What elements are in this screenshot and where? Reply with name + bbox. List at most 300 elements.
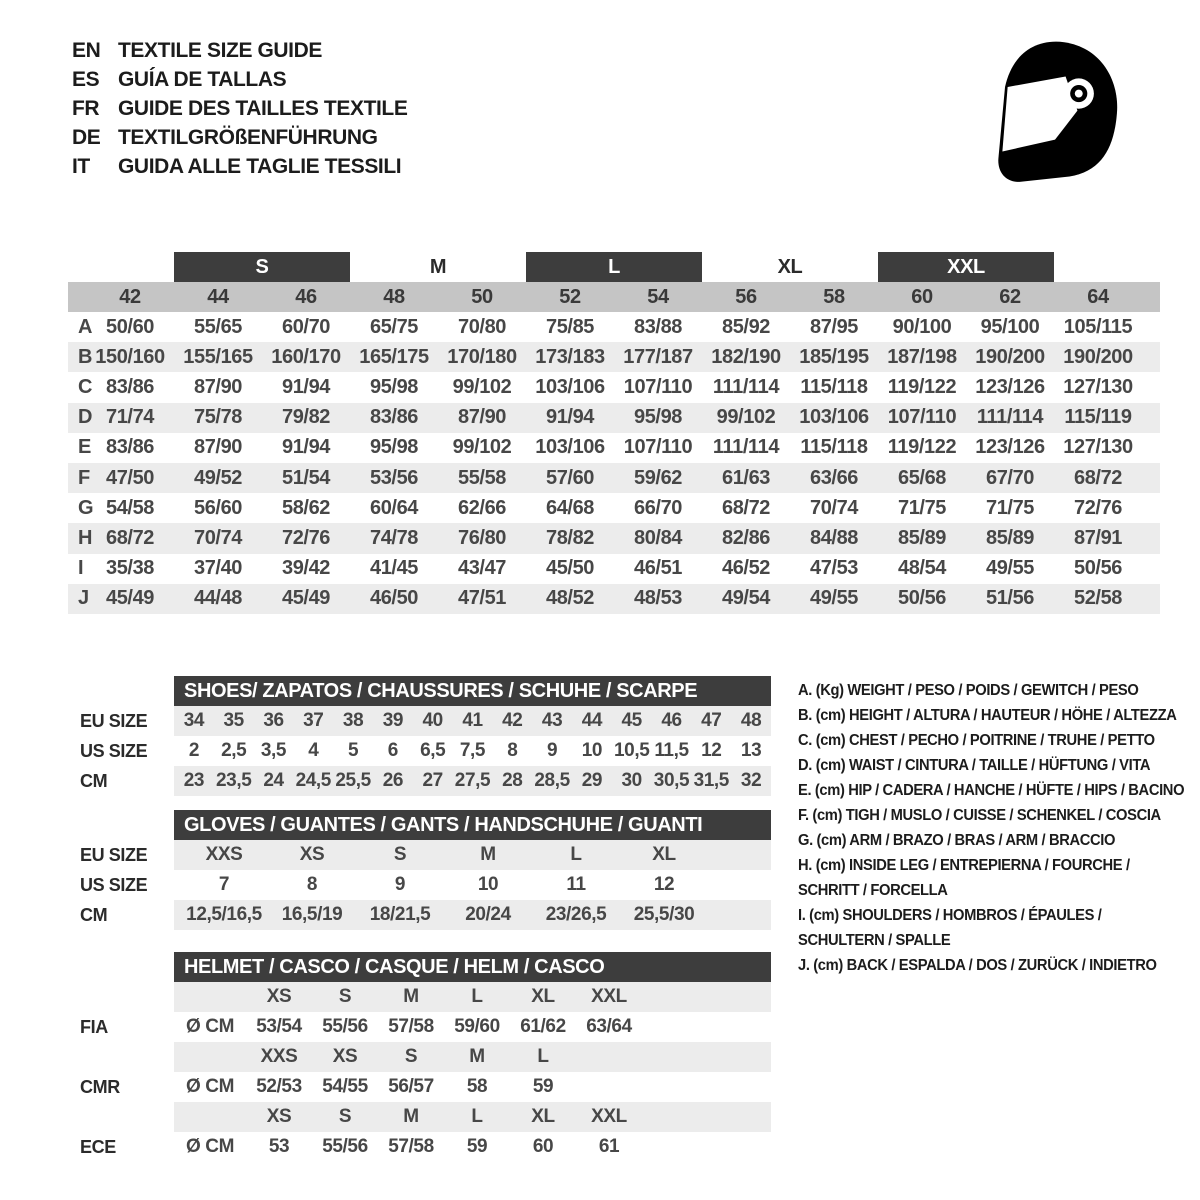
value-cell: 37 [303,710,324,731]
shoes-title-bar [174,676,771,706]
value-cell: 25,5 [335,770,371,791]
table-row [174,840,771,870]
value-cell: 20/24 [465,904,511,925]
size-cell: 57/60 [545,466,595,489]
size-cell: 160/170 [271,345,341,368]
size-cell: 170/180 [447,345,517,368]
size-cell: 127/130 [1063,375,1133,398]
value-cell: 6,5 [420,740,446,761]
helmet-size-row [174,1102,771,1132]
size-cell: 85/89 [897,526,947,549]
language-title: TEXTILE SIZE GUIDE [118,39,322,62]
size-cell: 37/40 [193,557,243,580]
size-row [68,312,1160,342]
size-cell: 49/52 [193,466,243,489]
size-cell: 70/74 [809,496,859,519]
helmet-size-label: XXS [260,1046,298,1067]
size-row [68,584,1160,614]
helmet-value-cell: 59 [532,1076,554,1097]
value-cell: M [480,844,496,865]
size-cell: 49/55 [809,587,859,610]
size-cell: 107/110 [887,406,957,429]
helmet-value-cell: 63/64 [586,1016,632,1037]
size-column-header: 42 [119,285,141,308]
size-cell: 78/82 [545,526,595,549]
helmet-value-cell: 53/54 [256,1016,302,1037]
size-row-letter: F [78,466,90,489]
size-cell: 45/49 [105,587,155,610]
gloves-title: GLOVES / GUANTES / GANTS / HANDSCHUHE / GUANTI [184,813,703,836]
size-column-header: 48 [383,285,405,308]
size-cell: 123/126 [975,375,1045,398]
helmet-value-row [174,1012,771,1042]
helmet-size-label: M [403,1106,419,1127]
legend-line: J. (cm) BACK / ESPALDA / DOS / ZURÜCK / INDIETRO [798,957,1157,974]
size-cell: 99/102 [452,375,512,398]
size-cell: 99/102 [716,406,776,429]
gloves-title-bar [174,810,771,840]
value-cell: 38 [342,710,364,731]
helmet-size-label: L [537,1046,549,1067]
size-cell: 58/62 [281,496,331,519]
size-cell: 55/58 [457,466,507,489]
table-row [174,736,771,766]
language-row [72,94,407,123]
value-cell: 18/21,5 [369,904,431,925]
size-cell: 35/38 [105,557,155,580]
legend-line: F. (cm) TIGH / MUSLO / CUISSE / SCHENKEL / COSCIA [798,807,1161,824]
size-cell: 103/106 [535,436,605,459]
value-cell: 24,5 [295,770,331,791]
value-cell: L [570,844,582,865]
size-cell: 55/65 [193,315,243,338]
legend-line: C. (cm) CHEST / PECHO / POITRINE / TRUHE / PETTO [798,732,1155,749]
size-cell: 123/126 [975,436,1045,459]
value-cell: 40 [422,710,443,731]
helmet-size-label: M [403,986,419,1007]
value-cell: 2 [188,740,199,761]
size-cell: 91/94 [281,436,331,459]
value-cell: 9 [394,874,406,895]
legend-line: E. (cm) HIP / CADERA / HANCHE / HÜFTE / HIPS / BACINO [798,782,1185,799]
size-cell: 185/195 [799,345,869,368]
helmet-size-label: S [404,1046,418,1067]
value-cell: 39 [382,710,404,731]
size-cell: 41/45 [369,557,419,580]
size-cell: 155/165 [183,345,253,368]
size-cell: 91/94 [281,375,331,398]
value-cell: 16,5/19 [281,904,343,925]
value-cell: 30,5 [653,770,690,791]
size-cell: 103/106 [535,375,605,398]
size-cell: 115/119 [1064,406,1132,429]
size-cell: 64/68 [545,496,595,519]
size-cell: 47/50 [105,466,155,489]
size-cell: 83/86 [105,375,155,398]
value-cell: 8 [507,740,518,761]
helmet-value-cell: 59 [466,1136,488,1157]
legend-line: SCHRITT / FORCELLA [798,882,948,899]
language-title: GUÍA DE TALLAS [118,68,287,91]
size-row [68,554,1160,584]
value-cell: 8 [306,874,318,895]
value-cell: 36 [263,710,284,731]
size-row [68,403,1160,433]
language-code: FR [72,97,100,120]
value-cell: 24 [263,770,284,791]
shoes-title: SHOES/ ZAPATOS / CHAUSSURES / SCHUHE / SCARPE [184,679,698,702]
size-group-label: XXL [878,252,1054,282]
helmet-size-label: XL [531,986,555,1007]
value-cell: 26 [382,770,404,791]
helmet-size-label: XS [332,1046,358,1067]
size-column-header: 44 [207,285,229,308]
size-cell: 45/49 [281,587,331,610]
size-cell: 51/54 [281,466,331,489]
helmet-size-label: S [338,986,352,1007]
size-cell: 44/48 [193,587,243,610]
language-code: ES [72,68,100,91]
size-column-header: 50 [471,285,493,308]
size-cell: 95/98 [633,406,683,429]
size-group-header [68,252,1160,282]
size-column-header: 46 [295,285,317,308]
helmet-size-row [174,982,771,1012]
size-cell: 47/53 [809,557,859,580]
helmet-size-label: XL [531,1106,555,1127]
legend-line: I. (cm) SHOULDERS / HOMBROS / ÉPAULES / [798,907,1102,924]
size-cell: 190/200 [975,345,1045,368]
size-row-letter: I [78,557,84,580]
value-cell: 29 [581,770,603,791]
value-cell: 7,5 [459,740,486,761]
size-cell: 65/75 [369,315,419,338]
row-label: US SIZE [80,740,148,761]
size-cell: 71/74 [105,406,155,429]
size-cell: 95/98 [369,436,419,459]
value-cell: 27 [422,770,443,791]
size-row [68,372,1160,402]
size-cell: 91/94 [545,406,595,429]
value-cell: 23/26,5 [545,904,607,925]
size-cell: 95/98 [369,375,419,398]
language-title: GUIDA ALLE TAGLIE TESSILI [118,155,402,178]
value-cell: 43 [541,710,563,731]
size-cell: 150/160 [95,345,165,368]
helmet-value-cell: 52/53 [256,1076,302,1097]
size-row [68,433,1160,463]
diameter-unit-label: Ø CM [186,1016,235,1037]
value-cell: 28,5 [534,770,570,791]
value-cell: S [393,844,407,865]
helmet-size-label: L [471,1106,483,1127]
measurement-legend [798,678,1188,978]
language-code: DE [72,126,101,149]
value-cell: 12,5/16,5 [186,904,262,925]
value-cell: 12 [701,740,722,761]
size-cell: 182/190 [711,345,781,368]
size-column-header: 64 [1087,285,1109,308]
value-cell: 48 [740,710,762,731]
racing-helmet-icon [980,26,1138,198]
helmet-value-row [174,1132,771,1162]
size-row-letter: G [78,496,94,519]
helmet-value-cell: 60 [532,1136,554,1157]
size-cell: 177/187 [623,345,693,368]
row-label: CM [80,904,108,925]
size-cell: 173/183 [535,345,605,368]
size-cell: 59/62 [633,466,683,489]
size-row-letter: B [78,345,93,368]
size-column-header: 56 [735,285,757,308]
value-cell: 42 [502,710,523,731]
helmet-size-label: S [338,1106,352,1127]
size-cell: 70/74 [193,526,243,549]
language-row [72,36,407,65]
size-cell: 60/64 [369,496,419,519]
value-cell: XL [652,844,676,865]
legend-line: D. (cm) WAIST / CINTURA / TAILLE / HÜFTUNG / VITA [798,757,1151,774]
value-cell: 7 [218,874,230,895]
size-cell: 165/175 [359,345,429,368]
size-cell: 63/66 [809,466,859,489]
value-cell: 4 [308,740,319,761]
size-cell: 50/56 [1073,557,1123,580]
helmet-size-label: L [471,986,483,1007]
value-cell: 12 [653,874,675,895]
helmet-value-cell: 57/58 [388,1016,434,1037]
row-label: CM [80,770,108,791]
helmet-value-cell: 54/55 [322,1076,368,1097]
diameter-unit-label: Ø CM [186,1136,235,1157]
size-cell: 46/52 [721,557,771,580]
helmet-size-label: XXL [591,1106,627,1127]
helmet-size-label: M [469,1046,485,1067]
size-cell: 56/60 [193,496,243,519]
value-cell: 44 [581,710,603,731]
helmet-size-label: XS [266,1106,292,1127]
language-title: GUIDE DES TAILLES TEXTILE [118,97,408,120]
value-cell: 11 [566,874,586,895]
size-row [68,342,1160,372]
legend-line: A. (Kg) WEIGHT / PESO / POIDS / GEWITCH / PESO [798,682,1139,699]
value-cell: 10 [581,740,603,761]
helmet-value-cell: 61/62 [520,1016,566,1037]
size-group-label: S [174,252,350,282]
helmet-value-cell: 59/60 [454,1016,500,1037]
size-cell: 82/86 [721,526,771,549]
size-cell: 53/56 [369,466,419,489]
size-cell: 85/92 [721,315,771,338]
size-cell: 79/82 [281,406,331,429]
value-cell: 3,5 [260,740,287,761]
helmet-size-label: XS [266,986,292,1007]
diameter-unit-label: Ø CM [186,1076,235,1097]
size-cell: 87/90 [193,436,243,459]
size-cell: 103/106 [799,406,869,429]
size-cell: 71/75 [897,496,947,519]
helmet-value-cell: 53 [268,1136,290,1157]
size-row [68,493,1160,523]
value-cell: 47 [701,710,722,731]
value-cell: 25,5/30 [633,904,695,925]
size-cell: 80/84 [633,526,683,549]
value-cell: 30 [621,770,642,791]
size-group-label: M [429,255,447,278]
size-cell: 49/55 [985,557,1035,580]
value-cell: XXS [205,844,243,865]
legend-line: G. (cm) ARM / BRAZO / BRAS / ARM / BRACCIO [798,832,1116,849]
size-cell: 115/118 [800,375,868,398]
size-cell: 62/66 [457,496,507,519]
size-cell: 127/130 [1063,436,1133,459]
size-cell: 87/91 [1073,526,1123,549]
helmet-value-cell: 61 [598,1136,620,1157]
language-code: EN [72,39,101,62]
size-cell: 107/110 [623,375,693,398]
size-cell: 43/47 [457,557,507,580]
value-cell: 2,5 [221,740,247,761]
language-title: TEXTILGRÖßENFÜHRUNG [118,126,378,149]
size-cell: 46/50 [369,587,419,610]
value-cell: 34 [183,710,205,731]
size-cell: 83/88 [633,315,683,338]
size-cell: 107/110 [623,436,693,459]
value-cell: 6 [387,740,398,761]
size-cell: 119/122 [887,436,957,459]
legend-line: H. (cm) INSIDE LEG / ENTREPIERNA / FOURCHE / [798,857,1130,874]
value-cell: XS [299,844,325,865]
helmet-title-bar [174,952,771,982]
legend-line: B. (cm) HEIGHT / ALTURA / HAUTEUR / HÖHE / ALTEZZA [798,707,1177,724]
table-row [174,870,771,900]
table-row [174,766,771,796]
value-cell: 27,5 [454,770,491,791]
size-row [68,523,1160,553]
helmet-value-cell: 57/58 [388,1136,434,1157]
value-cell: 28 [502,770,523,791]
value-cell: 31,5 [693,770,729,791]
helmet-value-row [174,1072,771,1102]
size-table [68,312,1160,614]
value-cell: 23 [183,770,205,791]
size-cell: 54/58 [105,496,155,519]
size-column-header: 58 [823,285,845,308]
size-row-letter: D [78,406,93,429]
table-row [174,706,771,736]
row-label: US SIZE [80,874,148,895]
value-cell: 41 [462,710,483,731]
helmet-size-label: XXL [591,986,627,1007]
value-cell: 45 [621,710,642,731]
size-cell: 46/51 [633,557,683,580]
size-cell: 83/86 [369,406,419,429]
size-cell: 50/56 [897,587,947,610]
size-cell: 75/78 [193,406,243,429]
size-cell: 105/115 [1063,315,1133,338]
size-cell: 76/80 [457,526,507,549]
size-cell: 48/53 [633,587,683,610]
value-cell: 23,5 [216,770,252,791]
size-group-label: XL [777,255,803,278]
language-row [72,65,407,94]
size-cell: 45/50 [545,557,595,580]
size-cell: 90/100 [892,315,952,338]
size-cell: 119/122 [887,375,957,398]
standard-label: ECE [80,1136,116,1157]
language-list [72,36,407,181]
size-cell: 48/52 [545,587,595,610]
size-cell: 50/60 [105,315,155,338]
size-cell: 61/63 [721,466,771,489]
size-cell: 190/200 [1063,345,1133,368]
size-row-letter: E [78,436,91,459]
value-cell: 10 [477,874,499,895]
size-cell: 71/75 [985,496,1035,519]
size-cell: 87/95 [809,315,859,338]
size-cell: 87/90 [457,406,507,429]
helmet-size-row [174,1042,771,1072]
language-row [72,123,407,152]
size-row [68,463,1160,493]
size-cell: 65/68 [897,466,947,489]
size-cell: 70/80 [457,315,507,338]
size-cell: 84/88 [809,526,859,549]
language-row [72,152,407,181]
size-column-header: 62 [999,285,1021,308]
size-cell: 99/102 [452,436,512,459]
size-row-letter: C [78,375,93,398]
size-cell: 60/70 [281,315,331,338]
legend-line: SCHULTERN / SPALLE [798,932,951,949]
value-cell: 32 [740,770,762,791]
size-cell: 68/72 [721,496,771,519]
row-label: EU SIZE [80,710,148,731]
size-cell: 95/100 [980,315,1040,338]
size-cell: 75/85 [545,315,595,338]
size-cell: 49/54 [721,587,771,610]
size-cell: 66/70 [633,496,683,519]
size-cell: 52/58 [1073,587,1123,610]
value-cell: 35 [223,710,244,731]
size-cell: 85/89 [985,526,1035,549]
size-cell: 72/76 [281,526,331,549]
size-cell: 39/42 [281,557,331,580]
size-row-letter: H [78,526,93,549]
size-cell: 187/198 [887,345,957,368]
value-cell: 9 [547,740,558,761]
value-cell: 13 [740,740,762,761]
table-row [174,900,771,930]
size-row-letter: A [78,315,93,338]
size-cell: 111/114 [712,436,780,459]
size-cell: 67/70 [985,466,1035,489]
size-column-header: 54 [647,285,669,308]
helmet-value-cell: 58 [466,1076,488,1097]
size-cell: 111/114 [712,375,780,398]
helmet-value-cell: 56/57 [388,1076,434,1097]
size-cell: 74/78 [369,526,419,549]
size-group-label: L [526,252,702,282]
language-code: IT [72,155,90,178]
size-row-letter: J [78,587,89,610]
size-column-header: 52 [559,285,581,308]
helmet-value-cell: 55/56 [322,1136,368,1157]
row-label: EU SIZE [80,844,148,865]
size-cell: 48/54 [897,557,947,580]
size-cell: 111/114 [976,406,1044,429]
value-cell: 5 [348,740,359,761]
